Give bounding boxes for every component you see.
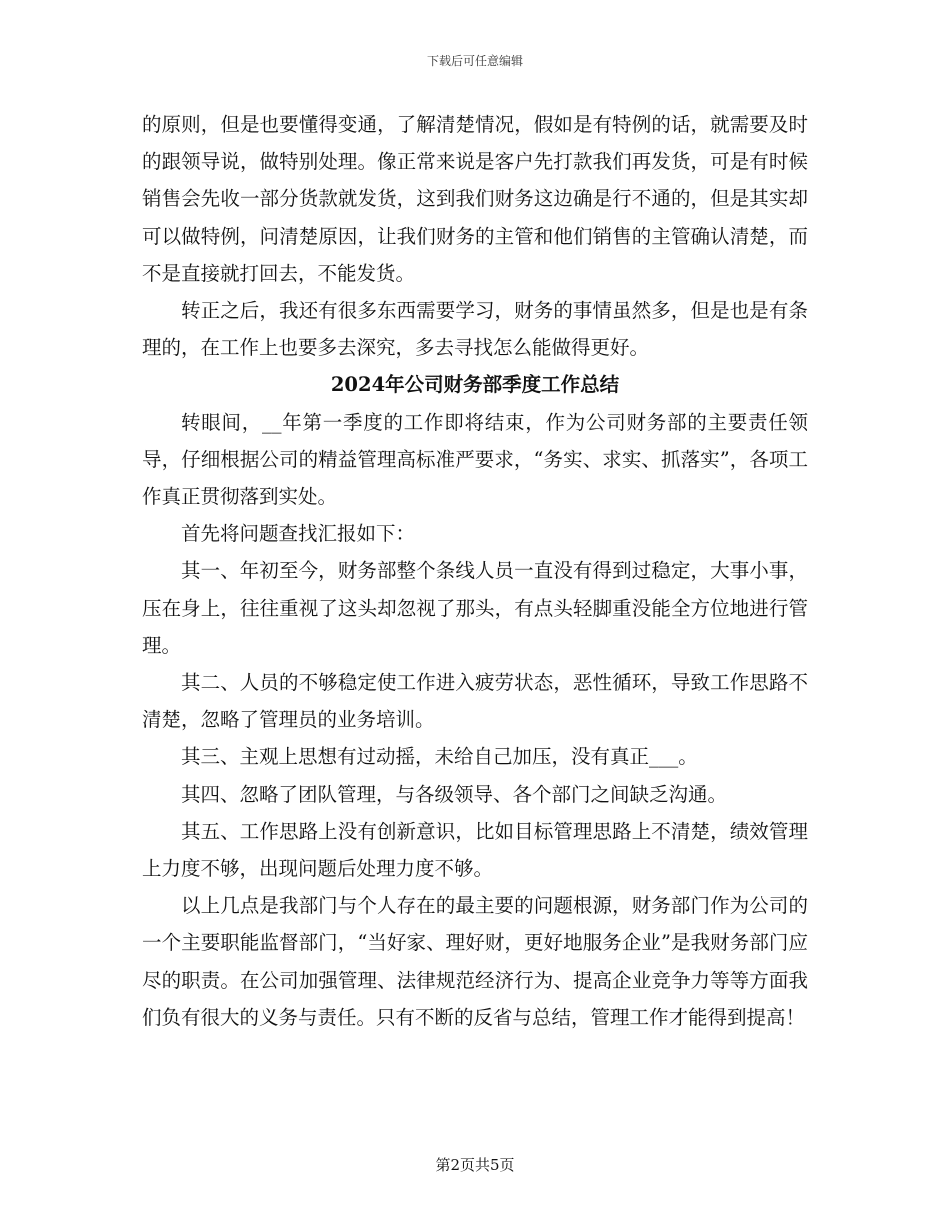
paragraph-intro: 转眼间，__年第一季度的工作即将结束，作为公司财务部的主要责任领导，仔细根据公司的精益管理高标准严要求，“务实、求实、抓落实”，各项工作真正贯彻落到实处。 xyxy=(142,410,808,509)
paragraph-continued: 的原则，但是也要懂得变通，了解清楚情况，假如是有特例的话，就需要及时的跟领导说，做特别处理。像正常来说是客户先打款我们再发货，可是有时候销售会先收一部分货款就发货，这到我们财务这边确是行不通的，但是其实却可以做特例，问清楚原因，让我们财务的主管和他们销售的主管确认清楚，而不是直接就打回去，不能发货。 xyxy=(142,113,808,285)
paragraph-problem-2: 其二、人员的不够稳定使工作进入疲劳状态，恶性循环，导致工作思路不清楚，忽略了管理员的业务培训。 xyxy=(142,671,808,732)
paragraph-problem-3: 其三、主观上思想有过动摇，未给自己加压，没有真正___。 xyxy=(181,745,698,769)
paragraph-problem-4: 其四、忽略了团队管理，与各级领导、各个部门之间缺乏沟通。 xyxy=(181,782,728,806)
page-number: 第2页共5页 xyxy=(435,1156,515,1174)
paragraph-problem-heading: 首先将问题查找汇报如下： xyxy=(181,522,416,546)
document-body xyxy=(142,106,808,1036)
page-header-note: 下载后可任意编辑 xyxy=(426,54,523,68)
document-title: 2024年公司财务部季度工作总结 xyxy=(330,373,620,397)
paragraph-after-probation: 转正之后，我还有很多东西需要学习，财务的事情虽然多，但是也是有条理的，在工作上也要多去深究，多去寻找怎么能做得更好。 xyxy=(142,299,808,360)
paragraph-problem-5: 其五、工作思路上没有创新意识，比如目标管理思路上不清楚，绩效管理上力度不够，出现问题后处理力度不够。 xyxy=(142,819,808,881)
paragraph-conclusion: 以上几点是我部门与个人存在的最主要的问题根源，财务部门作为公司的一个主要职能监督部门，“当好家、理好财，更好地服务企业”是我财务部门应尽的职责。在公司加强管理、法律规范经济行为、提高企业竞争力等等方面我们负有很大的义务与责任。只有不断的反省与总结，管理工作才能得到提高！ xyxy=(142,894,808,1029)
paragraph-problem-1: 其一、年初至今，财务部整个条线人员一直没有得到过稳定，大事小事，压在身上，往往重视了这头却忽视了那头，有点头轻脚重没能全方位地进行管理。 xyxy=(142,559,808,657)
